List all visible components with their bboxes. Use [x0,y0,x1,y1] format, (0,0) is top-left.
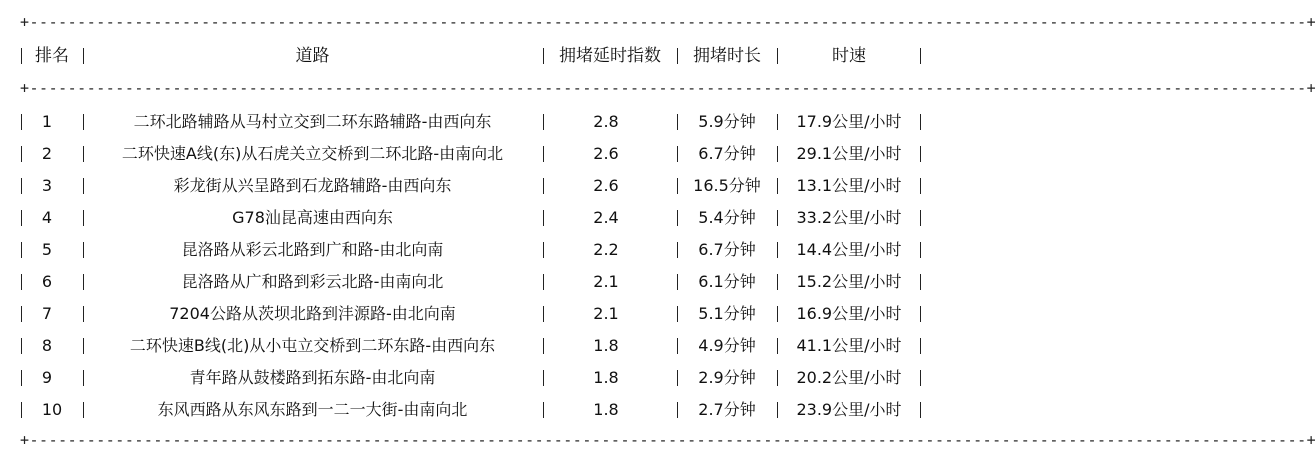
column-divider [21,306,22,322]
column-divider [543,402,544,418]
column-divider [677,48,678,64]
column-divider [543,210,544,226]
header-index: 拥堵延时指数 [559,46,661,66]
cell-road: 昆洛路从广和路到彩云北路-由南向北 [181,272,444,291]
column-divider [777,48,778,64]
cell-duration: 16.5分钟 [693,176,761,195]
header-duration: 拥堵时长 [693,46,761,66]
cell-rank: 7 [41,304,53,323]
column-divider [777,210,778,226]
column-divider [543,114,544,130]
column-divider [677,114,678,130]
column-divider [777,306,778,322]
table-bottom-border: +--------------------------------------------------------------------------------------------------------------------------------------+ [20,431,1316,449]
cell-index: 1.8 [593,368,619,387]
column-divider [677,178,678,194]
table-top-border: +--------------------------------------------------------------------------------------------------------------------------------------+ [20,13,1316,31]
cell-index: 2.4 [593,208,619,227]
column-divider [21,338,22,354]
table-row [0,202,941,234]
column-divider [543,146,544,162]
cell-speed: 17.9公里/小时 [796,112,902,131]
cell-duration: 2.9分钟 [698,368,756,387]
cell-duration: 5.4分钟 [698,208,756,227]
column-divider [21,114,22,130]
column-divider [21,178,22,194]
column-divider [543,48,544,64]
cell-index: 1.8 [593,400,619,419]
cell-rank: 4 [41,208,53,227]
cell-index: 2.6 [593,176,619,195]
column-divider [83,370,84,386]
header-rank: 排名 [35,46,69,66]
table-row [0,298,941,330]
table-row [0,234,941,266]
column-divider [777,114,778,130]
cell-road: 二环快速B线(北)从小屯立交桥到二环东路-由西向东 [129,336,496,355]
cell-speed: 29.1公里/小时 [796,144,902,163]
cell-index: 2.2 [593,240,619,259]
column-divider [83,402,84,418]
cell-road: 东风西路从东风东路到一二一大街-由南向北 [157,400,468,419]
column-divider [777,274,778,290]
column-divider [777,242,778,258]
cell-duration: 6.1分钟 [698,272,756,291]
cell-index: 1.8 [593,336,619,355]
column-divider [543,338,544,354]
column-divider [677,338,678,354]
column-divider [21,402,22,418]
column-divider [677,210,678,226]
cell-rank: 9 [41,368,53,387]
column-divider [21,370,22,386]
table-header-row [0,40,941,72]
table-row [0,266,941,298]
cell-rank: 3 [41,176,53,195]
header-road: 道路 [295,46,330,66]
column-divider [677,370,678,386]
cell-speed: 23.9公里/小时 [796,400,902,419]
table-row [0,106,941,138]
cell-rank: 5 [41,240,53,259]
cell-speed: 15.2公里/小时 [796,272,902,291]
column-divider [677,306,678,322]
cell-index: 2.8 [593,112,619,131]
column-divider [543,274,544,290]
column-divider [920,178,921,194]
column-divider [83,178,84,194]
column-divider [21,210,22,226]
column-divider [920,146,921,162]
column-divider [777,370,778,386]
cell-index: 2.1 [593,272,619,291]
table-row [0,362,941,394]
cell-speed: 16.9公里/小时 [796,304,902,323]
column-divider [677,402,678,418]
column-divider [83,114,84,130]
cell-rank: 10 [41,400,63,419]
cell-speed: 13.1公里/小时 [796,176,902,195]
header-speed: 时速 [832,46,866,66]
column-divider [920,48,921,64]
column-divider [920,338,921,354]
column-divider [83,242,84,258]
cell-duration: 5.1分钟 [698,304,756,323]
cell-road: 二环北路辅路从马村立交到二环东路辅路-由西向东 [133,112,492,131]
column-divider [83,210,84,226]
column-divider [21,48,22,64]
column-divider [920,242,921,258]
cell-index: 2.6 [593,144,619,163]
column-divider [777,178,778,194]
column-divider [920,114,921,130]
column-divider [543,242,544,258]
cell-speed: 20.2公里/小时 [796,368,902,387]
column-divider [83,146,84,162]
column-divider [21,146,22,162]
column-divider [83,48,84,64]
cell-speed: 33.2公里/小时 [796,208,902,227]
cell-road: 二环快速A线(东)从石虎关立交桥到二环北路-由南向北 [121,144,504,163]
cell-duration: 6.7分钟 [698,240,756,259]
column-divider [920,370,921,386]
column-divider [777,146,778,162]
cell-rank: 8 [41,336,53,355]
cell-road: 青年路从鼓楼路到拓东路-由北向南 [189,368,436,387]
column-divider [677,146,678,162]
cell-speed: 41.1公里/小时 [796,336,902,355]
cell-duration: 2.7分钟 [698,400,756,419]
table-row [0,138,941,170]
table-row [0,170,941,202]
column-divider [21,274,22,290]
cell-rank: 6 [41,272,53,291]
column-divider [920,274,921,290]
column-divider [677,242,678,258]
column-divider [543,370,544,386]
cell-duration: 5.9分钟 [698,112,756,131]
table-header-separator: +--------------------------------------------------------------------------------------------------------------------------------------+ [20,79,1316,97]
cell-speed: 14.4公里/小时 [796,240,902,259]
column-divider [920,306,921,322]
cell-road: 7204公路从茨坝北路到沣源路-由北向南 [169,304,456,323]
table-row [0,330,941,362]
column-divider [83,306,84,322]
column-divider [21,242,22,258]
column-divider [920,402,921,418]
cell-duration: 6.7分钟 [698,144,756,163]
table-row [0,394,941,426]
cell-rank: 2 [41,144,53,163]
cell-rank: 1 [41,112,53,131]
cell-road: G78汕昆高速由西向东 [232,208,393,227]
column-divider [777,402,778,418]
column-divider [920,210,921,226]
column-divider [543,306,544,322]
column-divider [83,274,84,290]
column-divider [543,178,544,194]
cell-road: 昆洛路从彩云北路到广和路-由北向南 [181,240,444,259]
column-divider [677,274,678,290]
column-divider [83,338,84,354]
cell-duration: 4.9分钟 [698,336,756,355]
cell-road: 彩龙街从兴呈路到石龙路辅路-由西向东 [173,176,452,195]
cell-index: 2.1 [593,304,619,323]
column-divider [777,338,778,354]
